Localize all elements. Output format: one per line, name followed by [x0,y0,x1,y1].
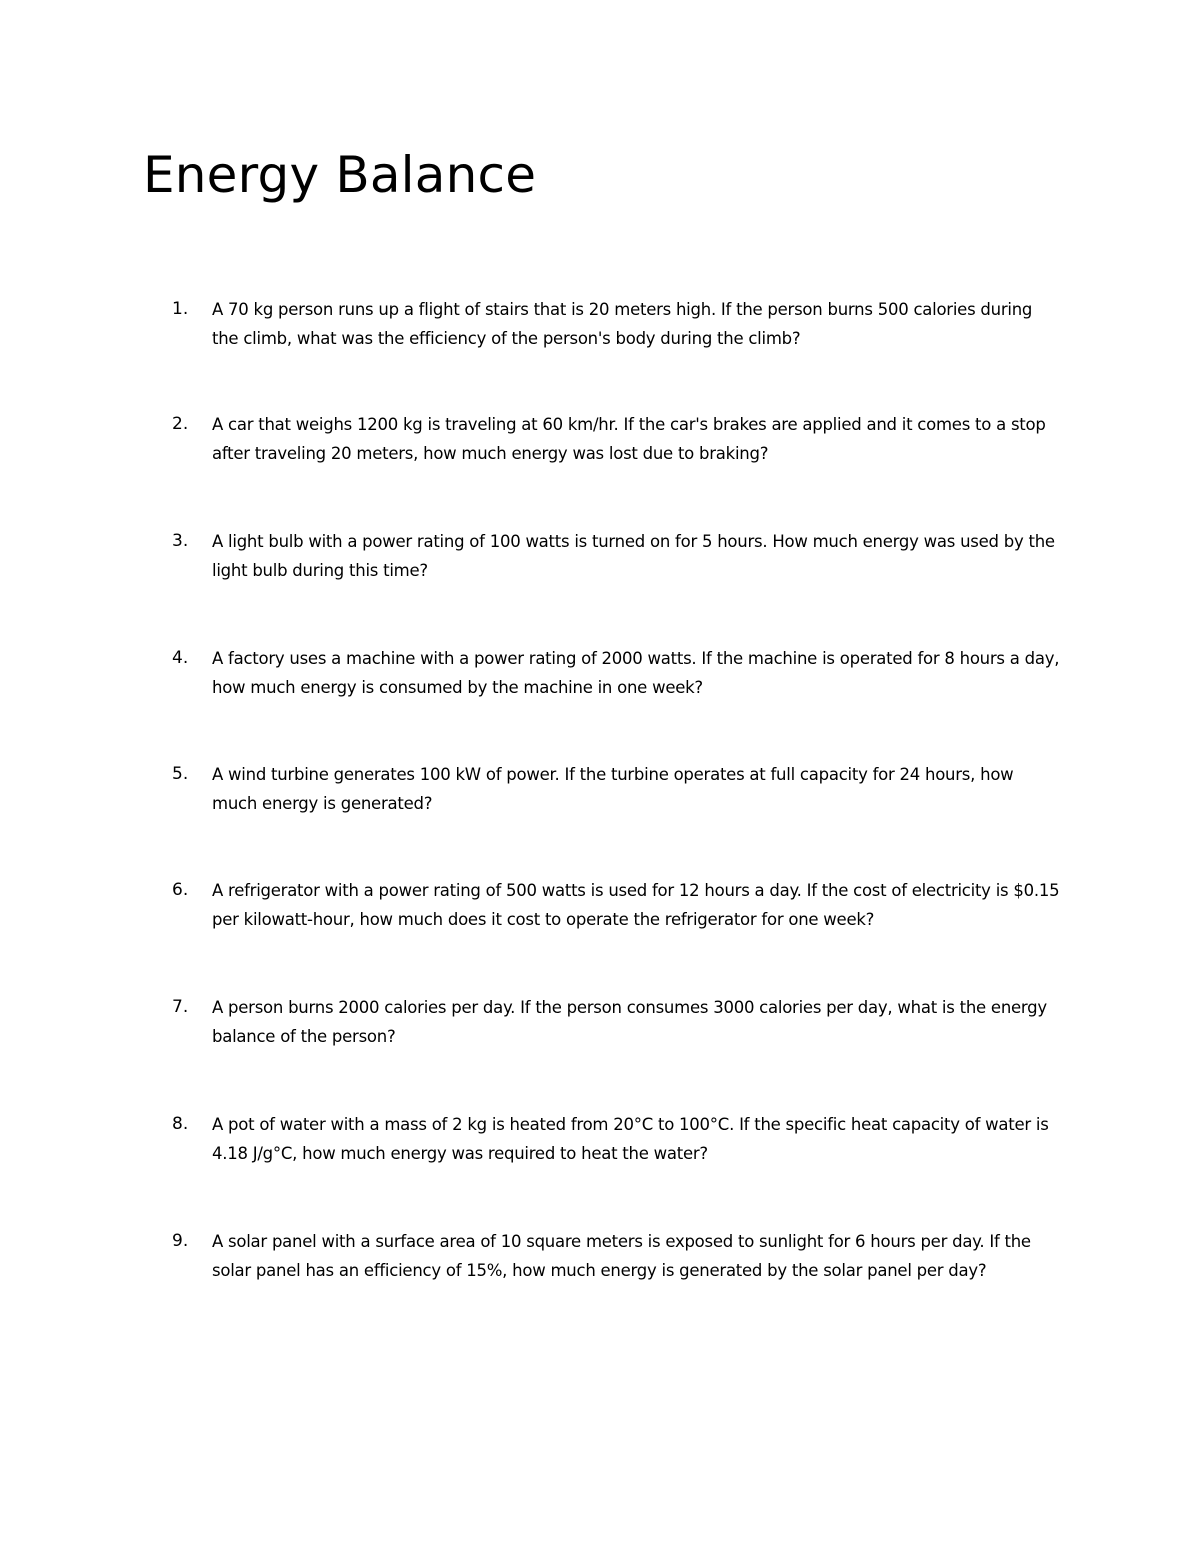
question-number: 7. [172,997,189,1017]
question-number: 1. [172,299,189,319]
question-number: 9. [172,1231,189,1251]
question-text: A solar panel with a surface area of 10 square meters is exposed to sunlight for 6 hours per day. If the solar panel has an efficiency of 15%, how much energy is generated by the solar panel per day? [212,1232,1031,1280]
question-number: 2. [172,414,189,434]
page-title: Energy Balance [143,146,537,204]
question-text: A factory uses a machine with a power rating of 2000 watts. If the machine is operated for 8 hours a day, how much energy is consumed by the machine in one week? [212,649,1060,697]
question-number: 4. [172,648,189,668]
question-text: A refrigerator with a power rating of 500 watts is used for 12 hours a day. If the cost of electricity is $0.15 per kilowatt-hour, how much does it cost to operate the refrigerator for one week? [212,881,1060,929]
question-text: A car that weighs 1200 kg is traveling at 60 km/hr. If the car's brakes are applied and it comes to a stop after traveling 20 meters, how much energy was lost due to braking? [212,415,1046,463]
question-text: A light bulb with a power rating of 100 watts is turned on for 5 hours. How much energy was used by the light bulb during this time? [212,532,1055,580]
question-number: 5. [172,764,189,784]
question-text: A 70 kg person runs up a flight of stairs that is 20 meters high. If the person burns 500 calories during the climb, what was the efficiency of the person's body during the climb? [212,300,1033,348]
question-number: 8. [172,1114,189,1134]
question-number: 6. [172,880,189,900]
question-text: A pot of water with a mass of 2 kg is heated from 20°C to 100°C. If the specific heat capacity of water is 4.18 J/g°C, how much energy was required to heat the water? [212,1115,1049,1163]
question-text: A wind turbine generates 100 kW of power. If the turbine operates at full capacity for 24 hours, how much energy is generated? [212,765,1014,813]
question-text: A person burns 2000 calories per day. If the person consumes 3000 calories per day, what is the energy balance of the person? [212,998,1047,1046]
question-number: 3. [172,531,189,551]
